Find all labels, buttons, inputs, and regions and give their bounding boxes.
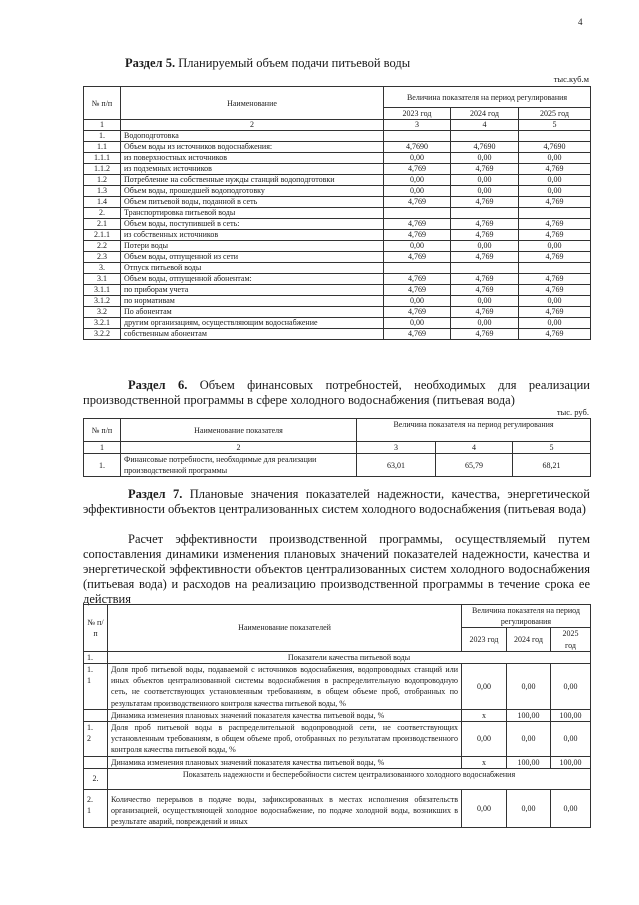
row-value: х (462, 756, 507, 768)
section7-title: Плановые значения показателей надежности, качества, энергетической эффективности объектов централизованных систем холодного водоснабжения (питьевая вода) (83, 487, 590, 516)
row-value: 0,00 (507, 722, 551, 757)
table-row (84, 329, 591, 340)
row-name: Объем воды, отпущенной из сети (121, 252, 384, 263)
row-value: 0,00 (551, 722, 591, 757)
row-value: 0,00 (384, 241, 451, 252)
row-value: 0,00 (519, 318, 591, 329)
row-value: 4,769 (519, 197, 591, 208)
table-row (84, 285, 591, 296)
row-value: 4,769 (519, 307, 591, 318)
row-num: 1.2 (84, 175, 121, 186)
header-year: 2023 год (384, 108, 451, 120)
section5-table-body (84, 131, 591, 340)
row-num: 2.1.1 (84, 230, 121, 241)
col-number: 2 (121, 442, 357, 454)
row-value: 4,769 (519, 230, 591, 241)
row-value: 0,00 (451, 318, 519, 329)
section6-heading (83, 378, 590, 408)
row-value: 100,00 (507, 756, 551, 768)
col-number: 5 (513, 442, 591, 454)
table-row (84, 307, 591, 318)
row-name: из собственных источников (121, 230, 384, 241)
header-period: Величина показателя на период регулирования (357, 419, 591, 442)
row-value: 0,00 (451, 296, 519, 307)
row-value: 4,769 (384, 307, 451, 318)
col-number: 4 (451, 120, 519, 131)
row-num: 3.1.1 (84, 285, 121, 296)
row-value: 4,7690 (451, 142, 519, 153)
row-name: Водоподготовка (121, 131, 384, 142)
section7-heading (83, 487, 590, 517)
row-value: 100,00 (507, 709, 551, 721)
row-value: 0,00 (462, 722, 507, 757)
row-name: По абонентам (121, 307, 384, 318)
row-num: 1. 2 (84, 722, 108, 757)
row-name: Объем питьевой воды, поданной в сеть (121, 197, 384, 208)
row-value: 4,769 (519, 252, 591, 263)
section6-label: Раздел 6. (128, 378, 188, 392)
table-row (84, 175, 591, 186)
section7-label: Раздел 7. (128, 487, 183, 501)
row-name: Потери воды (121, 241, 384, 252)
header-period: Величина показателя на период регулирования (384, 87, 591, 108)
row-num: 1.1 (84, 142, 121, 153)
row-value: 0,00 (451, 153, 519, 164)
row-num: 3. (84, 263, 121, 274)
header-num: № п/п (84, 419, 121, 442)
page-number: 4 (578, 17, 583, 27)
row-name: по нормативам (121, 296, 384, 307)
row-name: из поверхностных источников (121, 153, 384, 164)
col-number: 3 (384, 120, 451, 131)
row-value (519, 263, 591, 274)
section5-heading (125, 56, 410, 71)
col-number: 2 (121, 120, 384, 131)
section6-table (83, 418, 591, 477)
table-row (84, 197, 591, 208)
col-number: 5 (519, 120, 591, 131)
section5-unit: тыс.куб.м (553, 74, 589, 84)
row-value: 0,00 (519, 241, 591, 252)
row-num: 3.2.2 (84, 329, 121, 340)
col-number: 4 (436, 442, 513, 454)
row-value: 0,00 (462, 789, 507, 828)
row-value: 0,00 (551, 664, 591, 710)
row-num: 3.2 (84, 307, 121, 318)
table-row (84, 789, 591, 828)
row-value (519, 131, 591, 142)
row-value: 4,769 (384, 252, 451, 263)
row-value (451, 208, 519, 219)
table-row (84, 164, 591, 175)
table-row (84, 263, 591, 274)
header-year: 2023 год (462, 628, 507, 651)
table-row (84, 756, 591, 768)
section5-table (83, 86, 591, 340)
row-num: 3.1.2 (84, 296, 121, 307)
row-value: 4,769 (384, 285, 451, 296)
section6-unit: тыс. руб. (556, 407, 589, 417)
group-num: 2. (84, 768, 108, 789)
table-row (84, 274, 591, 285)
table-row (84, 709, 591, 721)
row-value: 4,769 (451, 285, 519, 296)
section5-label: Раздел 5. (125, 56, 176, 70)
row-value: 0,00 (519, 175, 591, 186)
section7-paragraph-text: Расчет эффективности производственной программы, осуществляемый путем сопоставления динамики изменения плановых значений показателей надежности, качества и энергетической эффективности объектов централизованных систем холодного водоснабжения (питьевая вода) и расходов на реализацию производственной программы в течение срока ее действия (83, 532, 590, 606)
row-num (84, 756, 108, 768)
row-value: 4,769 (451, 252, 519, 263)
row-name: Потребление на собственные нужды станций водоподготовки (121, 175, 384, 186)
row-name: Доля проб питьевой воды в распределительной водопроводной сети, не соответствующих установленным требованиям, в общем объеме проб, отобранных по результатам производственного контроля качества питьевой воды, % (108, 722, 462, 757)
row-value: 65,79 (436, 454, 513, 477)
section6-title: Объем финансовых потребностей, необходимых для реализации производственной программы в сфере холодного водоснабжения (питьевая вода) (83, 378, 590, 407)
row-name: Объем воды, отпущенной абонентам: (121, 274, 384, 285)
section7-table (83, 604, 591, 828)
row-name: Количество перерывов в подаче воды, зафиксированных в местах исполнения обязательств организацией, осуществляющей холодное водоснабжение, по подаче холодной воды, возникших в результате аварий, повреждений и иных (108, 789, 462, 828)
row-value: 4,769 (519, 274, 591, 285)
table-row (84, 318, 591, 329)
row-value: 0,00 (451, 241, 519, 252)
row-name: Динамика изменения плановых значений показателя качества питьевой воды, % (108, 756, 462, 768)
row-name: Доля проб питьевой воды, подаваемой с источников водоснабжения, водопроводных станций или иных объектов централизованной системы водоснабжения в распределительную водопроводную сеть, не соответствующих установленным требованиям, в общем объеме проб, отобранных по результатам производственного контроля качества питьевой воды, % (108, 664, 462, 710)
row-value: 4,769 (519, 164, 591, 175)
row-value: 4,769 (384, 164, 451, 175)
row-value: 4,769 (451, 164, 519, 175)
row-value: 4,7690 (519, 142, 591, 153)
row-name: из подземных источников (121, 164, 384, 175)
row-value: 0,00 (384, 175, 451, 186)
row-name: Транспортировка питьевой воды (121, 208, 384, 219)
table-row (84, 722, 591, 757)
row-value: 4,769 (451, 307, 519, 318)
header-year: 2025 год (519, 108, 591, 120)
row-name: по приборам учета (121, 285, 384, 296)
row-value (451, 263, 519, 274)
group-row (84, 768, 591, 789)
row-num (84, 709, 108, 721)
col-number: 1 (84, 442, 121, 454)
col-number: 3 (357, 442, 436, 454)
row-value: 0,00 (462, 664, 507, 710)
row-value: 0,00 (384, 318, 451, 329)
row-value: 68,21 (513, 454, 591, 477)
row-value (384, 208, 451, 219)
group-title: Показатели качества питьевой воды (108, 651, 591, 663)
row-name: Объем воды из источников водоснабжения: (121, 142, 384, 153)
row-value: 4,769 (384, 230, 451, 241)
row-value: 100,00 (551, 709, 591, 721)
row-num: 1.4 (84, 197, 121, 208)
header-year: 2025 год (551, 628, 591, 651)
row-value: 0,00 (519, 296, 591, 307)
row-num: 1. 1 (84, 664, 108, 710)
row-value: 4,769 (519, 285, 591, 296)
table-row (84, 454, 591, 477)
row-num: 1.3 (84, 186, 121, 197)
row-value: 100,00 (551, 756, 591, 768)
table-row (84, 296, 591, 307)
header-year: 2024 год (451, 108, 519, 120)
header-period: Величина показателя на период регулирования (462, 605, 591, 628)
row-value (519, 208, 591, 219)
row-value: 4,769 (519, 329, 591, 340)
row-num: 2. (84, 208, 121, 219)
row-value (384, 131, 451, 142)
row-num: 1.1.2 (84, 164, 121, 175)
row-value: 4,769 (451, 329, 519, 340)
row-name: другим организациям, осуществляющим водоснабжение (121, 318, 384, 329)
table-row (84, 219, 591, 230)
row-num: 3.1 (84, 274, 121, 285)
header-name: Наименование (121, 87, 384, 120)
row-num: 2.1 (84, 219, 121, 230)
table-row (84, 252, 591, 263)
row-value: 4,769 (451, 197, 519, 208)
row-num: 1. (84, 131, 121, 142)
row-value: 0,00 (384, 153, 451, 164)
table-row (84, 208, 591, 219)
row-value: 0,00 (507, 664, 551, 710)
row-value: 4,769 (384, 274, 451, 285)
group-num: 1. (84, 651, 108, 663)
row-value: х (462, 709, 507, 721)
group-title: Показатель надежности и бесперебойности систем централизованного холодного водоснабжения (108, 768, 591, 789)
row-name: Объем воды, поступившей в сеть: (121, 219, 384, 230)
section5-title: Планируемый объем подачи питьевой воды (178, 56, 411, 70)
row-value (451, 131, 519, 142)
table-row (84, 241, 591, 252)
group-row (84, 651, 591, 663)
row-value: 0,00 (384, 186, 451, 197)
row-value: 4,769 (519, 219, 591, 230)
row-value: 4,769 (451, 219, 519, 230)
row-value: 4,769 (451, 274, 519, 285)
row-value: 4,769 (384, 197, 451, 208)
row-num: 3.2.1 (84, 318, 121, 329)
table-row (84, 186, 591, 197)
row-name: Отпуск питьевой воды (121, 263, 384, 274)
table-row (84, 142, 591, 153)
row-value: 0,00 (519, 153, 591, 164)
row-value: 0,00 (507, 789, 551, 828)
row-value: 0,00 (451, 175, 519, 186)
row-num: 1. (84, 454, 121, 477)
row-value: 4,769 (384, 219, 451, 230)
header-name: Наименование показателя (121, 419, 357, 442)
table-row (84, 131, 591, 142)
row-value: 0,00 (384, 296, 451, 307)
row-value: 63,01 (357, 454, 436, 477)
header-name: Наименование показателей (108, 605, 462, 652)
row-value: 4,7690 (384, 142, 451, 153)
row-value: 4,769 (451, 230, 519, 241)
row-value: 0,00 (551, 789, 591, 828)
row-num: 2.3 (84, 252, 121, 263)
row-num: 2. 1 (84, 789, 108, 828)
row-name: собственным абонентам (121, 329, 384, 340)
row-name: Динамика изменения плановых значений показателя качества питьевой воды, % (108, 709, 462, 721)
col-number: 1 (84, 120, 121, 131)
header-year: 2024 год (507, 628, 551, 651)
table-row (84, 230, 591, 241)
row-value: 0,00 (519, 186, 591, 197)
row-name: Финансовые потребности, необходимые для реализации производственной программы (121, 454, 357, 477)
header-num: № п/п (84, 87, 121, 120)
table-row (84, 664, 591, 710)
section7-paragraph (83, 532, 590, 607)
row-value: 4,769 (384, 329, 451, 340)
table-row (84, 153, 591, 164)
row-value (384, 263, 451, 274)
row-num: 2.2 (84, 241, 121, 252)
row-value: 0,00 (451, 186, 519, 197)
header-num: № п/ п (84, 605, 108, 652)
row-num: 1.1.1 (84, 153, 121, 164)
row-name: Объем воды, прошедшей водоподготовку (121, 186, 384, 197)
